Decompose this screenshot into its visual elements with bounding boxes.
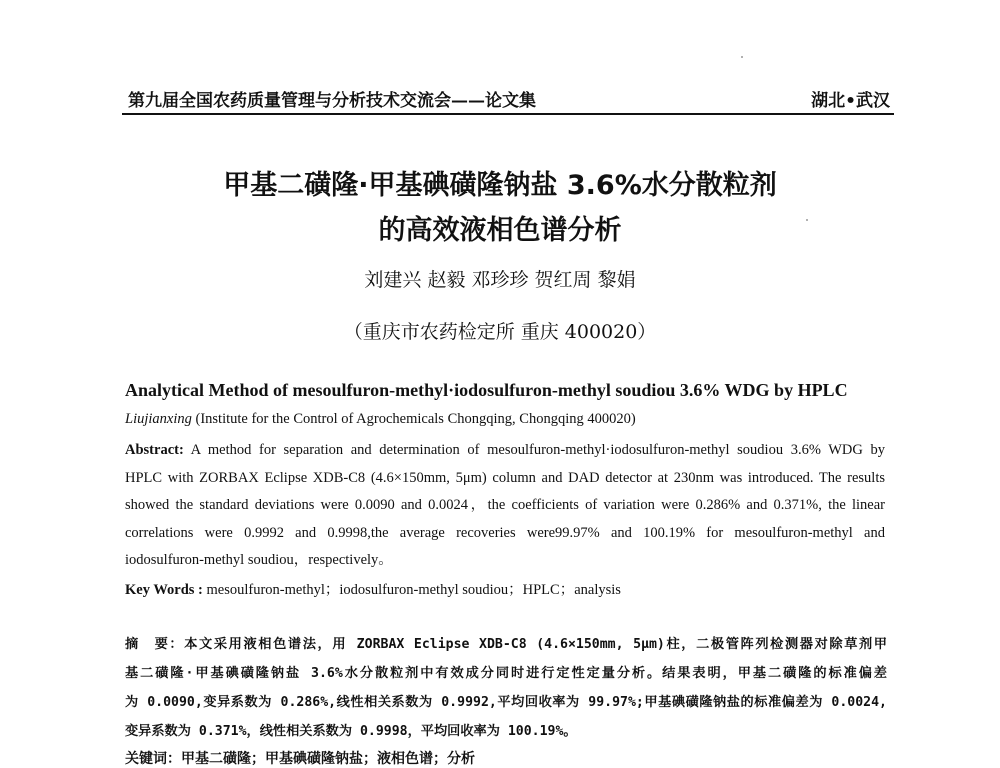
english-abstract-line: HPLC with ZORBAX Eclipse XDB-C8 (4.6×150mm, 5μm) column and DAD detector at 230nm was introduced. The results <box>125 469 885 486</box>
chinese-keywords-cut-off: 关键词：甲基二磺隆；甲基碘磺隆钠盐；液相色谱；分析 <box>125 751 475 767</box>
english-author-line <box>125 411 636 428</box>
english-title: Analytical Method of mesoulfuron-methyl·iodosulfuron-methyl soudiou 3.6% WDG by HPLC <box>125 380 848 400</box>
affiliation: （重庆市农药检定所 重庆 400020） <box>343 321 657 343</box>
english-abstract-line: showed the standard deviations were 0.0090 and 0.0024，the coefficients of variation were 0.286% and 0.371%, the linear <box>125 497 885 513</box>
chinese-abstract-label: 摘 要： <box>125 637 185 652</box>
english-abstract <box>125 437 885 575</box>
keywords-label: Key Words : <box>125 582 203 598</box>
chinese-abstract-line: 基二磺隆·甲基碘磺隆钠盐 3.6%水分散粒剂中有效成分同时进行定性定量分析。结果表明，甲基二磺隆的标准偏差 <box>125 666 887 681</box>
authors: 刘建兴 赵毅 邓珍珍 贺红周 黎娟 <box>364 269 636 291</box>
running-header-right: 湖北•武汉 <box>811 91 890 111</box>
chinese-abstract-line: 摘 要：本文采用液相色谱法，用 ZORBAX Eclipse XDB-C8 (4.6×150mm, 5μm)柱，二极管阵列检测器对除草剂甲 <box>125 637 887 652</box>
english-abstract-line: iodosulfuron-methyl soudiou，respectively。 <box>125 552 393 568</box>
english-abstract-line: Abstract: A method for separation and determination of mesoulfuron-methyl·iodosulfuron-methyl soudiou 3.6% WDG by <box>125 442 885 458</box>
scan-speck <box>741 56 743 58</box>
english-author-name: Liujianxing <box>125 411 192 427</box>
english-author-affiliation: (Institute for the Control of Agrochemicals Chongqing, Chongqing 400020) <box>191 411 636 427</box>
chinese-abstract-line: 为 0.0090,变异系数为 0.286%,线性相关系数为 0.9992,平均回收率为 99.97%;甲基碘磺隆钠盐的标准偏差为 0.0024, <box>125 695 887 710</box>
chinese-abstract-line: 变异系数为 0.371%，线性相关系数为 0.9998，平均回收率为 100.19%。 <box>125 724 577 739</box>
chinese-abstract <box>125 630 887 746</box>
paper-title-line-2: 的高效液相色谱分析 <box>378 215 622 246</box>
header-rule <box>122 113 894 115</box>
scan-speck <box>806 219 808 221</box>
keywords-text: mesoulfuron-methyl；iodosulfuron-methyl soudiou；HPLC；analysis <box>202 582 621 598</box>
abstract-label: Abstract: <box>125 442 184 458</box>
paper-title-line-1: 甲基二磺隆·甲基碘磺隆钠盐 3.6%水分散粒剂 <box>223 170 777 201</box>
english-keywords <box>125 578 621 599</box>
running-header-left: 第九届全国农药质量管理与分析技术交流会——论文集 <box>128 91 536 111</box>
english-abstract-line: correlations were 0.9992 and 0.9998,the average recoveries were99.97% and 100.19% for mesoulfuron-methyl and <box>125 524 885 541</box>
